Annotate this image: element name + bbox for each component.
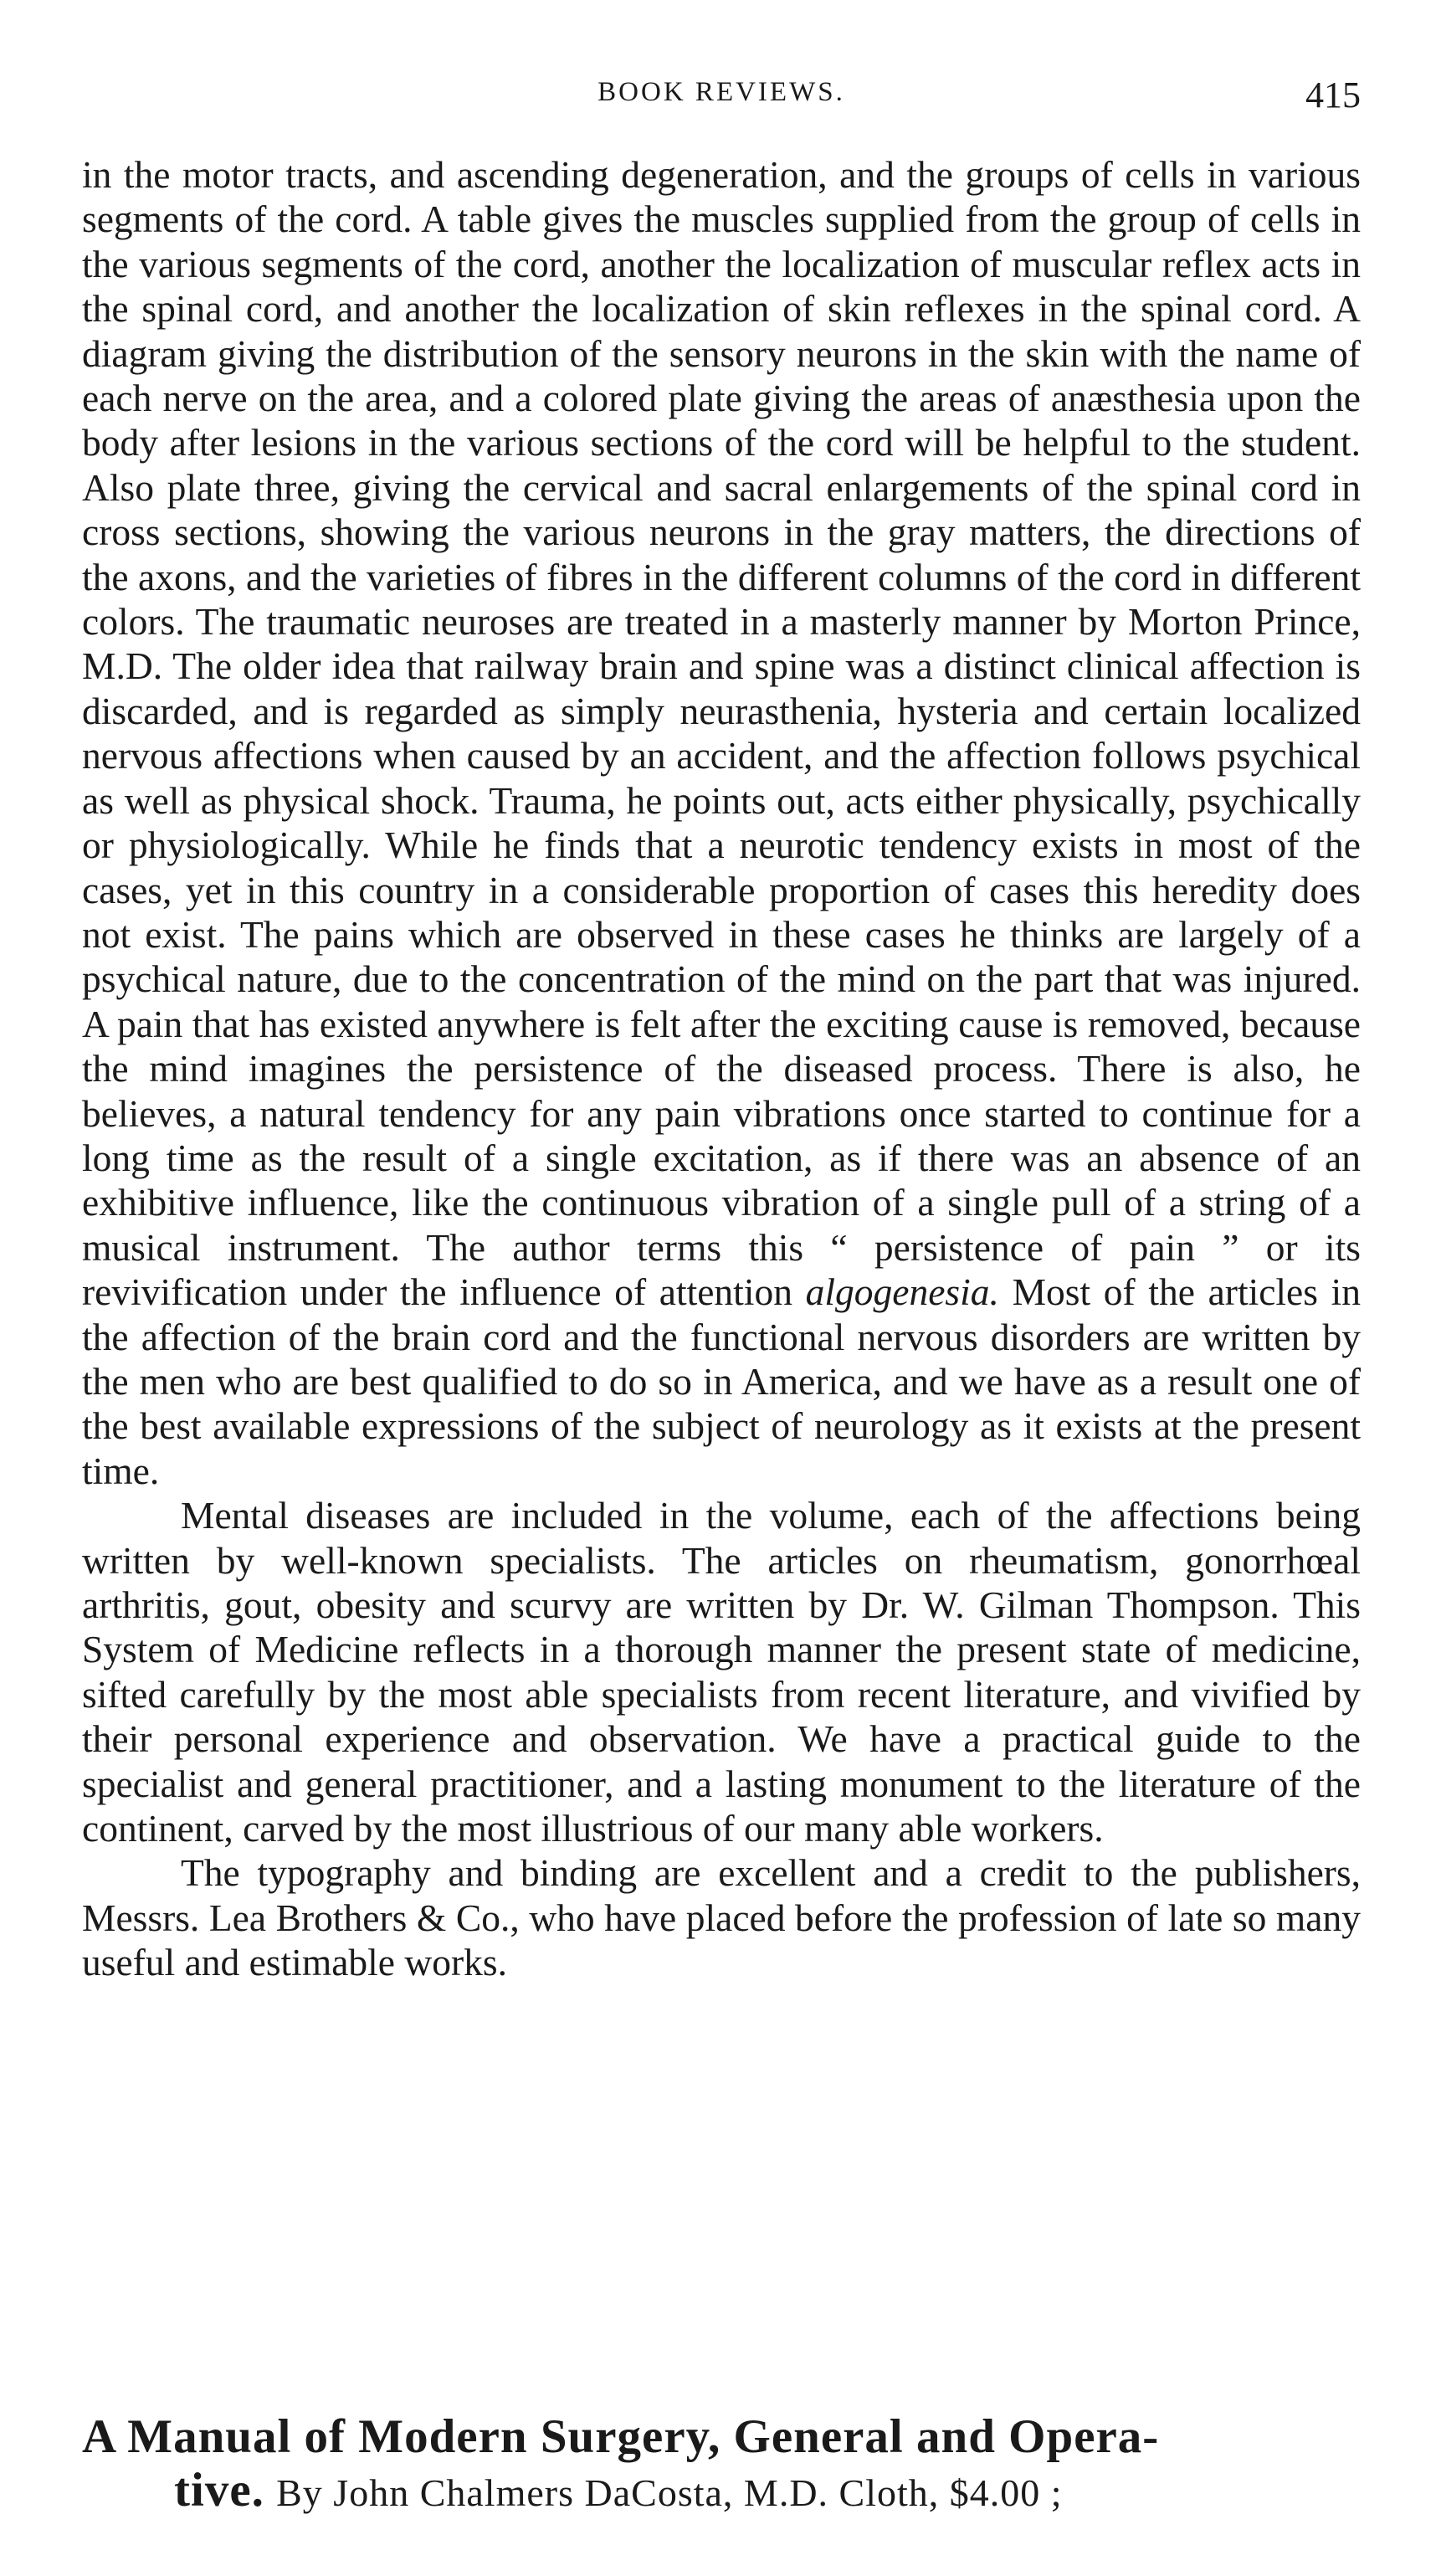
next-review-title: A Manual of Modern Surgery, General and Opera-	[82, 2410, 1160, 2463]
next-review-title-line-1	[82, 2410, 1361, 2464]
italic-term-algogenesia: algogenesia.	[805, 1270, 999, 1314]
paragraph-neurology	[82, 152, 1361, 1493]
next-review-heading	[82, 2410, 1361, 2520]
next-review-byline: By John Chalmers DaCosta, M.D. Cloth, $4.00 ;	[276, 2471, 1063, 2514]
paragraph-neurology-text-2: Most of the articles in the affection of the brain cord and the functional nervous disorders are written by the men who are best qualified to do so in America, and we have as a result one of the best available expressions of the subject of neurology as it exists at the present time.	[82, 1270, 1362, 1492]
page-number: 415	[1305, 74, 1361, 115]
paragraph-typography: The typography and binding are excellent and a credit to the publishers, Messrs. Lea Brothers & Co., who have placed before the profession of late so many useful and estimable works.	[82, 1851, 1361, 1984]
next-review-title-end: tive.	[174, 2464, 264, 2517]
book-page	[82, 0, 1361, 2576]
next-review-title-line-2	[82, 2464, 1361, 2520]
paragraph-mental-diseases: Mental diseases are included in the volume, each of the affections being written by well-known specialists. The articles on rheumatism, gonorrhœal arthritis, gout, obesity and scurvy are written by Dr. W. Gilman Thompson. This System of Medicine reflects in a thorough manner the present state of medicine, sifted carefully by the most able specialists from recent literature, and vivified by their personal experience and observation. We have a practical guide to the specialist and general practitioner, and a lasting monument to the literature of the continent, carved by the most illustrious of our many able workers.	[82, 1494, 1361, 1850]
running-head: BOOK REVIEWS.	[597, 77, 845, 107]
page-header	[82, 74, 1361, 124]
paragraph-neurology-text-1: in the motor tracts, and ascending degeneration, and the groups of cells in various segments of the cord. A table gives the muscles supplied from the group of cells in the various segments of the cord, another the localization of muscular reflex acts in the spinal cord, and another the localization of skin reflexes in the spinal cord. A diagram giving the distribution of the sensory neurons in the skin with the name of each nerve on the area, and a colored plate giving the areas of anæsthesia upon the body after lesions in the various sections of the cord will be helpful to the student. Also plate three, giving the cervical and sacral enlargements of the spinal cord in cross sections, showing the various neurons in the gray matters, the directions of the axons, and the varieties of fibres in the different columns of the cord in different colors. The traumatic neuroses are treated in a masterly manner by Morton Prince, M.D. The older idea that railway brain and spine was a distinct clinical affection is discarded, and is regarded as simply neurasthenia, hysteria and certain localized nervous affections when caused by an accident, and the affection follows psychical as well as physical shock. Trauma, he points out, acts either physically, psychically or physiologically. While he finds that a neurotic tendency exists in most of the cases, yet in this country in a considerable proportion of cases this heredity does not exist. The pains which are observed in these cases he thinks are largely of a psychical nature, due to the concentration of the mind on the part that was injured. A pain that has existed anywhere is felt after the exciting cause is removed, because the mind imagines the persistence of the diseased process. There is also, he believes, a natural tendency for any pain vibrations once started to continue for a long time as the result of a single excitation, as if there was an absence of an exhibitive influence, like the continuous vibration of a single pull of a string of a musical instrument. The author terms this “ persistence of pain ” or its revivification under the influence of attention	[82, 153, 1361, 1314]
review-body	[82, 152, 1361, 1985]
